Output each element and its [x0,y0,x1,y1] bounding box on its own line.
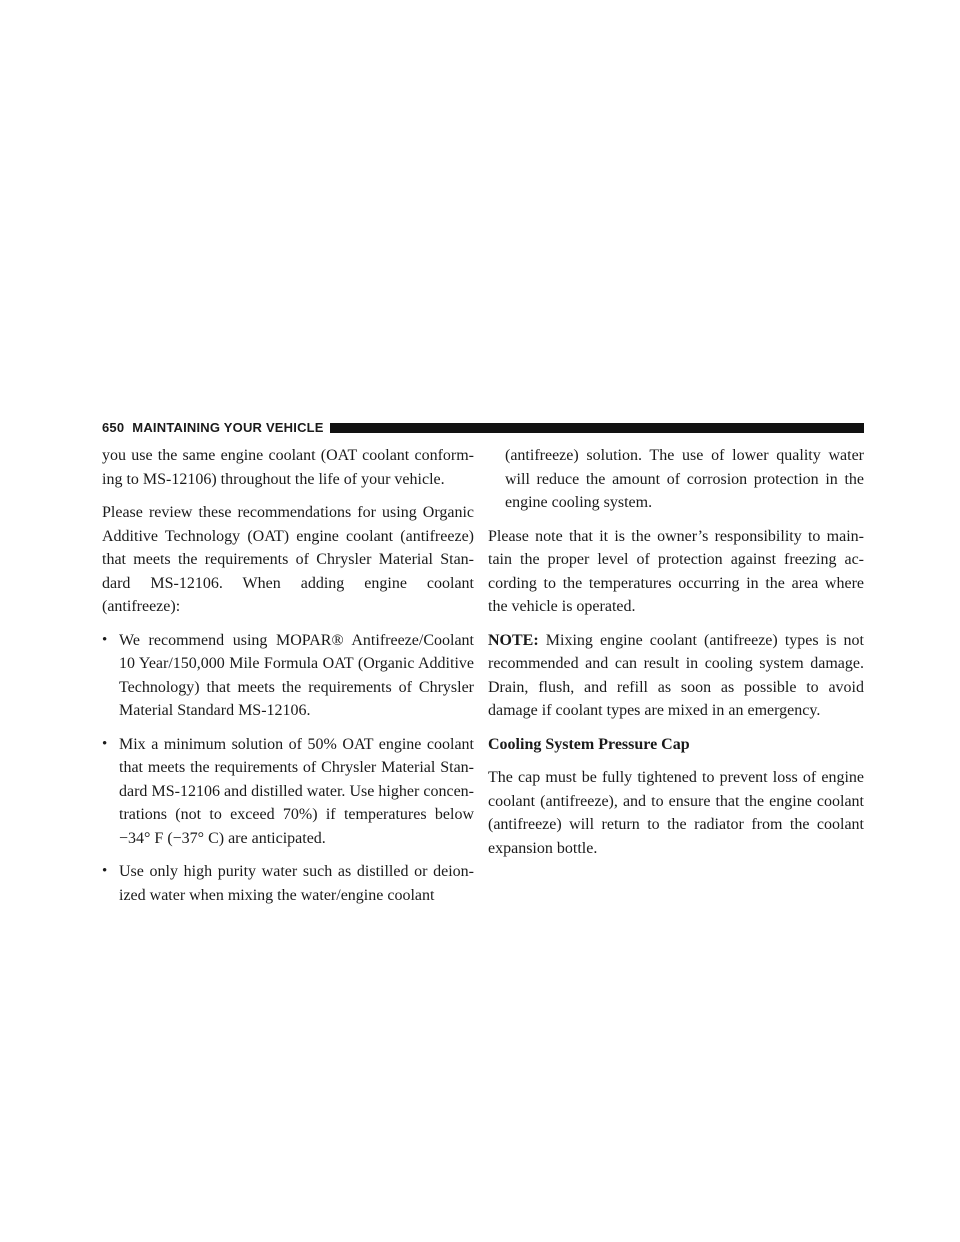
bullet-continuation: (antifreeze) solution. The use of lower quality water will reduce the amount of corrosion protection in the engine cooling system. [505,447,864,511]
list-item [102,860,474,907]
note-paragraph [488,629,864,723]
section-title: MAINTAINING YOUR VEHICLE [132,419,324,435]
right-column [488,444,864,870]
list-item [102,629,474,723]
header-rule [330,423,864,433]
page-header [102,418,864,436]
paragraph: Please review these recommendations for using Organic Additive Technology (OAT) engine coolant (antifreeze) that meets the requirements of Chrysler Material Stan-dard MS-12106. When adding engine coolant (antifreeze): [102,504,474,615]
bullet-icon: • [102,631,108,648]
paragraph: The cap must be fully tightened to prevent loss of engine coolant (antifreeze), and to ensure that the engine coolant (antifreeze) will return to the radiator from the coolant expansion bottle. [488,769,864,857]
page-number: 650 [102,419,125,435]
list-item [102,733,474,851]
note-text: Mixing engine coolant (antifreeze) types is not recommended and can result in cooling system damage. Drain, flush, and refill as soon as possible to avoid damage if coolant types are mixed in an emergency. [488,631,864,719]
paragraph: you use the same engine coolant (OAT coolant conform-ing to MS-12106) throughout the life of your vehicle. [102,447,474,488]
note-label: NOTE: [488,631,539,649]
list-item-text: Mix a minimum solution of 50% OAT engine coolant that meets the requirements of Chrysler Material Stan-dard MS-12106 and distilled water. Use higher concen-trations (not to exceed 70%) if temperatures below −34° F (−37° C) are anticipated. [119,735,474,847]
left-column [102,444,474,917]
list-item-text: We recommend using MOPAR® Antifreeze/Coolant 10 Year/150,000 Mile Formula OAT (Organic Additive Technology) that meets the requirements of Chrysler Material Standard MS-12106. [119,631,474,719]
subheading: Cooling System Pressure Cap [488,735,690,753]
bullet-icon: • [102,863,108,879]
bullet-icon: • [102,735,108,752]
bullet-list [102,629,474,908]
list-item-text: Use only high purity water such as distilled or deion-ized water when mixing the water/engine coolant [119,863,474,904]
paragraph: Please note that it is the owner’s responsibility to main-tain the proper level of protection against freezing ac-cording to the temperatures occurring in the area where the vehicle is operated. [488,527,864,615]
